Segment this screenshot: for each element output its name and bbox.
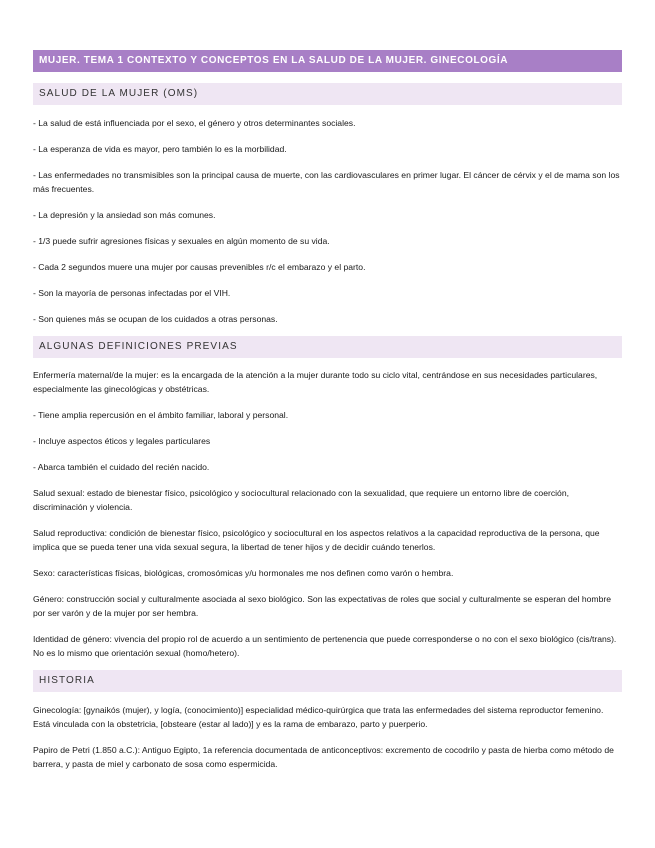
historia-papiro: Papiro de Petri (1.850 a.C.): Antiguo Egipto, 1a referencia documentada de anticonceptivos: excremento de cocodrilo y pasta de hierba como método de barrera, y pasta de miel y carbonato de sosa como espermicida. <box>33 745 614 769</box>
salud-item: - La salud de está influenciada por el sexo, el género y otros determinantes sociales. <box>33 118 356 128</box>
historia-ginecologia: Ginecología: [gynaikós (mujer), y logía, (conocimiento)] especialidad médico-quirúrgica que trata las enfermedades del sistema reproductor femenino. Está vinculada con la obstetricia, [obsteare (estar al lado)] y es la rama de embarazo, parto y puerperio. <box>33 705 604 729</box>
definition-genero: Género: construcción social y culturalmente asociada al sexo biológico. Son las expectativas de roles que social y culturalmente se esperan del hombre por ser varón y de la mujer por ser hembra. <box>33 594 612 618</box>
document-title: MUJER. TEMA 1 CONTEXTO Y CONCEPTOS EN LA SALUD DE LA MUJER. GINECOLOGÍA <box>33 50 622 72</box>
section-heading-definiciones: ALGUNAS DEFINICIONES PREVIAS <box>33 336 622 358</box>
historia-body <box>33 703 622 771</box>
salud-item: - La depresión y la ansiedad son más comunes. <box>33 210 216 220</box>
salud-item: - Cada 2 segundos muere una mujer por causas prevenibles r/c el embarazo y el parto. <box>33 262 366 272</box>
salud-item: - Son la mayoría de personas infectadas por el VIH. <box>33 288 231 298</box>
salud-list <box>33 116 622 326</box>
definition-bullet: - Incluye aspectos éticos y legales particulares <box>33 436 211 446</box>
salud-item: - Son quienes más se ocupan de los cuidados a otras personas. <box>33 314 278 324</box>
definition-enfermeria: Enfermería maternal/de la mujer: es la encargada de la atención a la mujer durante todo su ciclo vital, centrándose en sus necesidades particulares, especialmente las ginecológicas y obstétricas. <box>33 370 598 394</box>
salud-item: - La esperanza de vida es mayor, pero también lo es la morbilidad. <box>33 144 287 154</box>
definition-salud-sexual: Salud sexual: estado de bienestar físico, psicológico y sociocultural relacionado con la sexualidad, que requiere un entorno libre de coerción, discriminación y violencia. <box>33 488 570 512</box>
definition-salud-reproductiva: Salud reproductiva: condición de bienestar físico, psicológico y sociocultural en los aspectos relativos a la capacidad reproductiva de la persona, que implica que se pueda tener una vida sexual segura, la libertad de tener hijos y de decidir cuándo tenerlos. <box>33 528 600 552</box>
definiciones-body <box>33 368 622 660</box>
definition-sexo: Sexo: características físicas, biológicas, cromosómicas y/u hormonales me nos definen como varón o hembra. <box>33 568 454 578</box>
section-heading-salud: SALUD DE LA MUJER (OMS) <box>33 83 622 105</box>
definition-bullet: - Tiene amplia repercusión en el ámbito familiar, laboral y personal. <box>33 410 289 420</box>
document-page <box>33 50 622 771</box>
definition-bullet: - Abarca también el cuidado del recién nacido. <box>33 462 210 472</box>
salud-item: - Las enfermedades no transmisibles son la principal causa de muerte, con las cardiovasculares en primer lugar. El cáncer de cérvix y el de mama son los más frecuentes. <box>33 170 620 194</box>
section-heading-historia: HISTORIA <box>33 670 622 692</box>
salud-item: - 1/3 puede sufrir agresiones físicas y sexuales en algún momento de su vida. <box>33 236 330 246</box>
definition-identidad: Identidad de género: vivencia del propio rol de acuerdo a un sentimiento de pertenencia que puede corresponderse o no con el sexo biológico (cis/trans). No es lo mismo que orientación sexual (homo/hetero). <box>33 634 617 658</box>
